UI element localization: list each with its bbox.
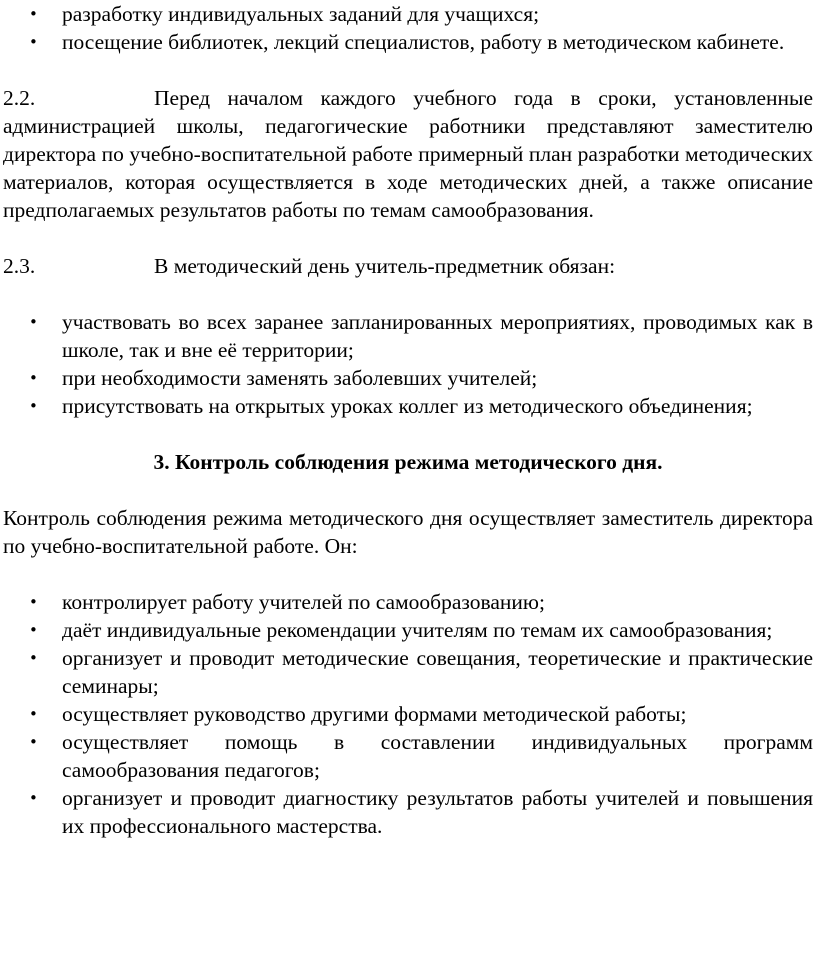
- list-item: • разработку индивидуальных заданий для учащихся;: [3, 0, 813, 28]
- list-item: • контролирует работу учителей по самообразованию;: [3, 588, 813, 616]
- spacer: [3, 224, 813, 252]
- list-individual-work: [3, 0, 813, 56]
- spacer: [3, 420, 813, 448]
- clause-number: 2.2.: [3, 86, 36, 110]
- list-item: • осуществляет руководство другими формами методической работы;: [3, 700, 813, 728]
- list-item: • организует и проводит методические совещания, теоретические и практические семинары;: [3, 644, 813, 700]
- clause-text: Перед началом каждого учебного года в сроки, установленные администрацией школы, педагогические работники представляют заместителю директора по учебно-воспитательной работе примерный план разработки методических материалов, которая осуществляется в ходе методических дней, а также описание предполагаемых результатов работы по темам самообразования.: [3, 86, 813, 222]
- list-item: • осуществляет помощь в составлении индивидуальных программ самообразования педагогов;: [3, 728, 813, 784]
- spacer: [3, 280, 813, 308]
- paragraph-2-3: [3, 252, 813, 280]
- clause-number: 2.3.: [3, 254, 36, 278]
- section-intro: Контроль соблюдения режима методического дня осуществляет заместитель директора по учебно-воспитательной работе. Он:: [3, 506, 813, 558]
- list-item: • присутствовать на открытых уроках коллег из методического объединения;: [3, 392, 813, 420]
- list-teacher-duties: [3, 308, 813, 420]
- list-item: • посещение библиотек, лекций специалистов, работу в методическом кабинете.: [3, 28, 813, 56]
- spacer: [3, 560, 813, 588]
- list-item: • организует и проводит диагностику результатов работы учителей и повышения их профессионального мастерства.: [3, 784, 813, 840]
- spacer: [3, 476, 813, 504]
- clause-text: В методический день учитель-предметник обязан:: [154, 254, 616, 278]
- list-item: • даёт индивидуальные рекомендации учителям по темам их самообразования;: [3, 616, 813, 644]
- section-heading: 3. Контроль соблюдения режима методического дня.: [153, 450, 663, 474]
- list-item: • участвовать во всех заранее запланированных мероприятиях, проводимых как в школе, так и вне её территории;: [3, 308, 813, 364]
- list-control-duties: [3, 588, 813, 840]
- list-item: • при необходимости заменять заболевших учителей;: [3, 364, 813, 392]
- spacer: [3, 56, 813, 84]
- paragraph-2-2: [3, 84, 813, 224]
